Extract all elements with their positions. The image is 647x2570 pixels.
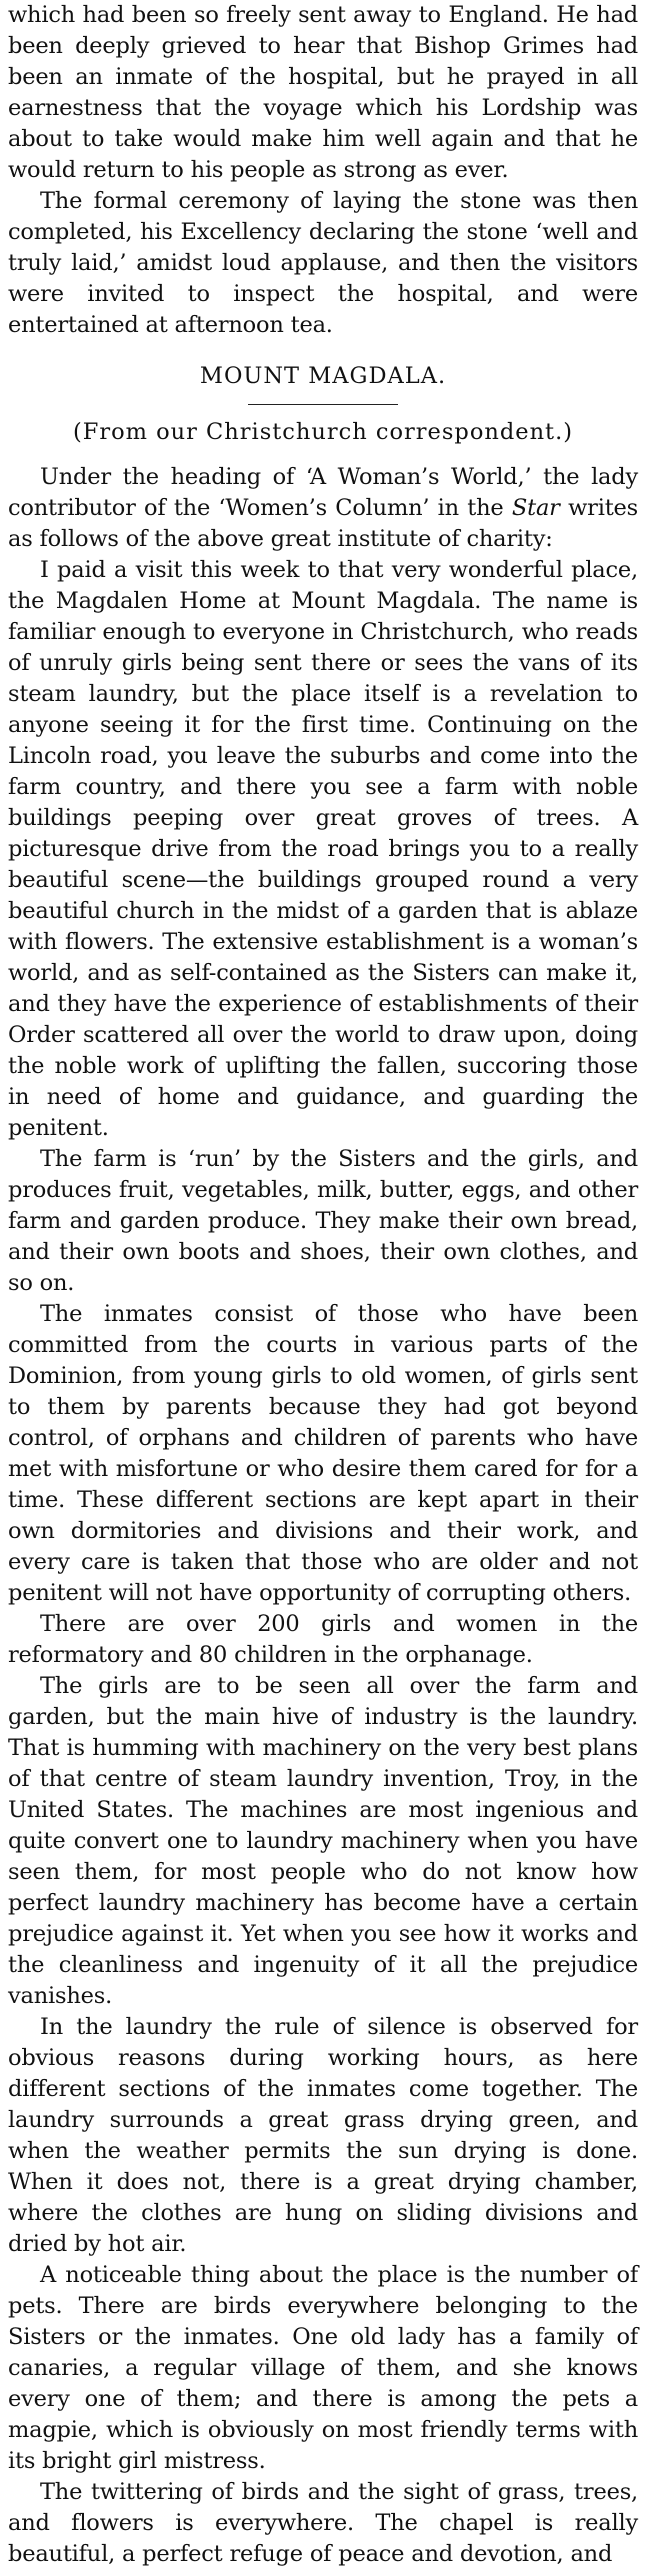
body-paragraph: The inmates consist of those who have been committed from the courts in various parts of the Dominion, from young girls to old women, of girls sent to them by parents because they had got beyond control, of orphans and children of parents who have met with misfortune or who desire them cared for for a time. These different sections are kept apart in their own dormitories and divisions and their work, and every care is taken that those who are older and not penitent will not have opportunity of corrupting others. — [8, 1301, 638, 1606]
byline-block — [8, 417, 638, 448]
newspaper-name: Star — [511, 495, 560, 521]
newspaper-column — [8, 0, 638, 2570]
article-heading-block — [8, 361, 638, 448]
continuation-paragraph: which had been so freely sent away to England. He had been deeply grieved to hear that Bishop Grimes had been an inmate of the hospital, but he prayed in all earnestness that the voyage which his Lordship was about to take would make him well again and that he would return to his people as strong as ever. — [8, 2, 638, 183]
intro-paragraph — [8, 462, 638, 555]
intro-text-before: Under the heading of ‘A Woman’s World,’ the lady contributor of the ‘Women’s Column’ in the — [8, 464, 638, 521]
ceremony-paragraph: The formal ceremony of laying the stone was then completed, his Excellency declaring the stone ‘well and truly laid,’ amidst loud applause, and then the visitors were invited to inspect the hospital, and were entertained at afternoon tea. — [8, 188, 638, 338]
intro-text-after: writes as follows of the above great institute of charity: — [8, 495, 638, 552]
body-paragraph: The girls are to be seen all over the farm and garden, but the main hive of industry is the laundry. That is humming with machinery on the very best plans of that centre of steam laundry invention, Troy, in the United States. The machines are most ingenious and quite convert one to laundry machinery when you have seen them, for most people who do not know how perfect laundry machinery has become have a certain prejudice against it. Yet when you see how it works and the cleanliness and ingenuity of it all the prejudice vanishes. — [8, 1673, 638, 2009]
body-paragraph: A noticeable thing about the place is the number of pets. There are birds everywhere belonging to the Sisters or the inmates. One old lady has a family of canaries, a regular village of them, and she knows every one of them; and there is among the pets a magpie, which is obviously on most friendly terms with its bright girl mistress. — [8, 2262, 638, 2474]
article-heading: MOUNT MAGDALA. — [199, 363, 447, 389]
heading-divider — [248, 404, 398, 405]
body-paragraph: I paid a visit this week to that very wonderful place, the Magdalen Home at Mount Magdala. The name is familiar enough to everyone in Christchurch, who reads of unruly girls being sent there or sees the vans of its steam laundry, but the place itself is a revelation to anyone seeing it for the first time. Continuing on the Lincoln road, you leave the suburbs and come into the farm country, and there you see a farm with noble buildings peeping over great groves of trees. A picturesque drive from the road brings you to a really beautiful scene—the buildings grouped round a very beautiful church in the midst of a garden that is ablaze with flowers. The extensive establishment is a woman’s world, and as self-contained as the Sisters can make it, and they have the experience of establishments of their Order scattered all over the world to draw upon, doing the noble work of uplifting the fallen, succoring those in need of home and guidance, and guarding the penitent. — [8, 557, 638, 1141]
article-byline: (From our Christchurch correspondent.) — [72, 419, 574, 445]
body-paragraph: The twittering of birds and the sight of grass, trees, and flowers is everywhere. The chapel is really beautiful, a perfect refuge of peace and devotion, and — [8, 2479, 638, 2567]
body-paragraph: The farm is ‘run’ by the Sisters and the girls, and produces fruit, vegetables, milk, butter, eggs, and other farm and garden produce. They make their own bread, and their own boots and shoes, their own clothes, and so on. — [8, 1146, 638, 1296]
body-paragraph: There are over 200 girls and women in the reformatory and 80 children in the orphanage. — [8, 1611, 638, 1668]
body-paragraph: In the laundry the rule of silence is observed for obvious reasons during working hours, as here different sections of the inmates come together. The laundry surrounds a great grass drying green, and when the weather permits the sun drying is done. When it does not, there is a great drying chamber, where the clothes are hung on sliding divisions and dried by hot air. — [8, 2014, 638, 2257]
